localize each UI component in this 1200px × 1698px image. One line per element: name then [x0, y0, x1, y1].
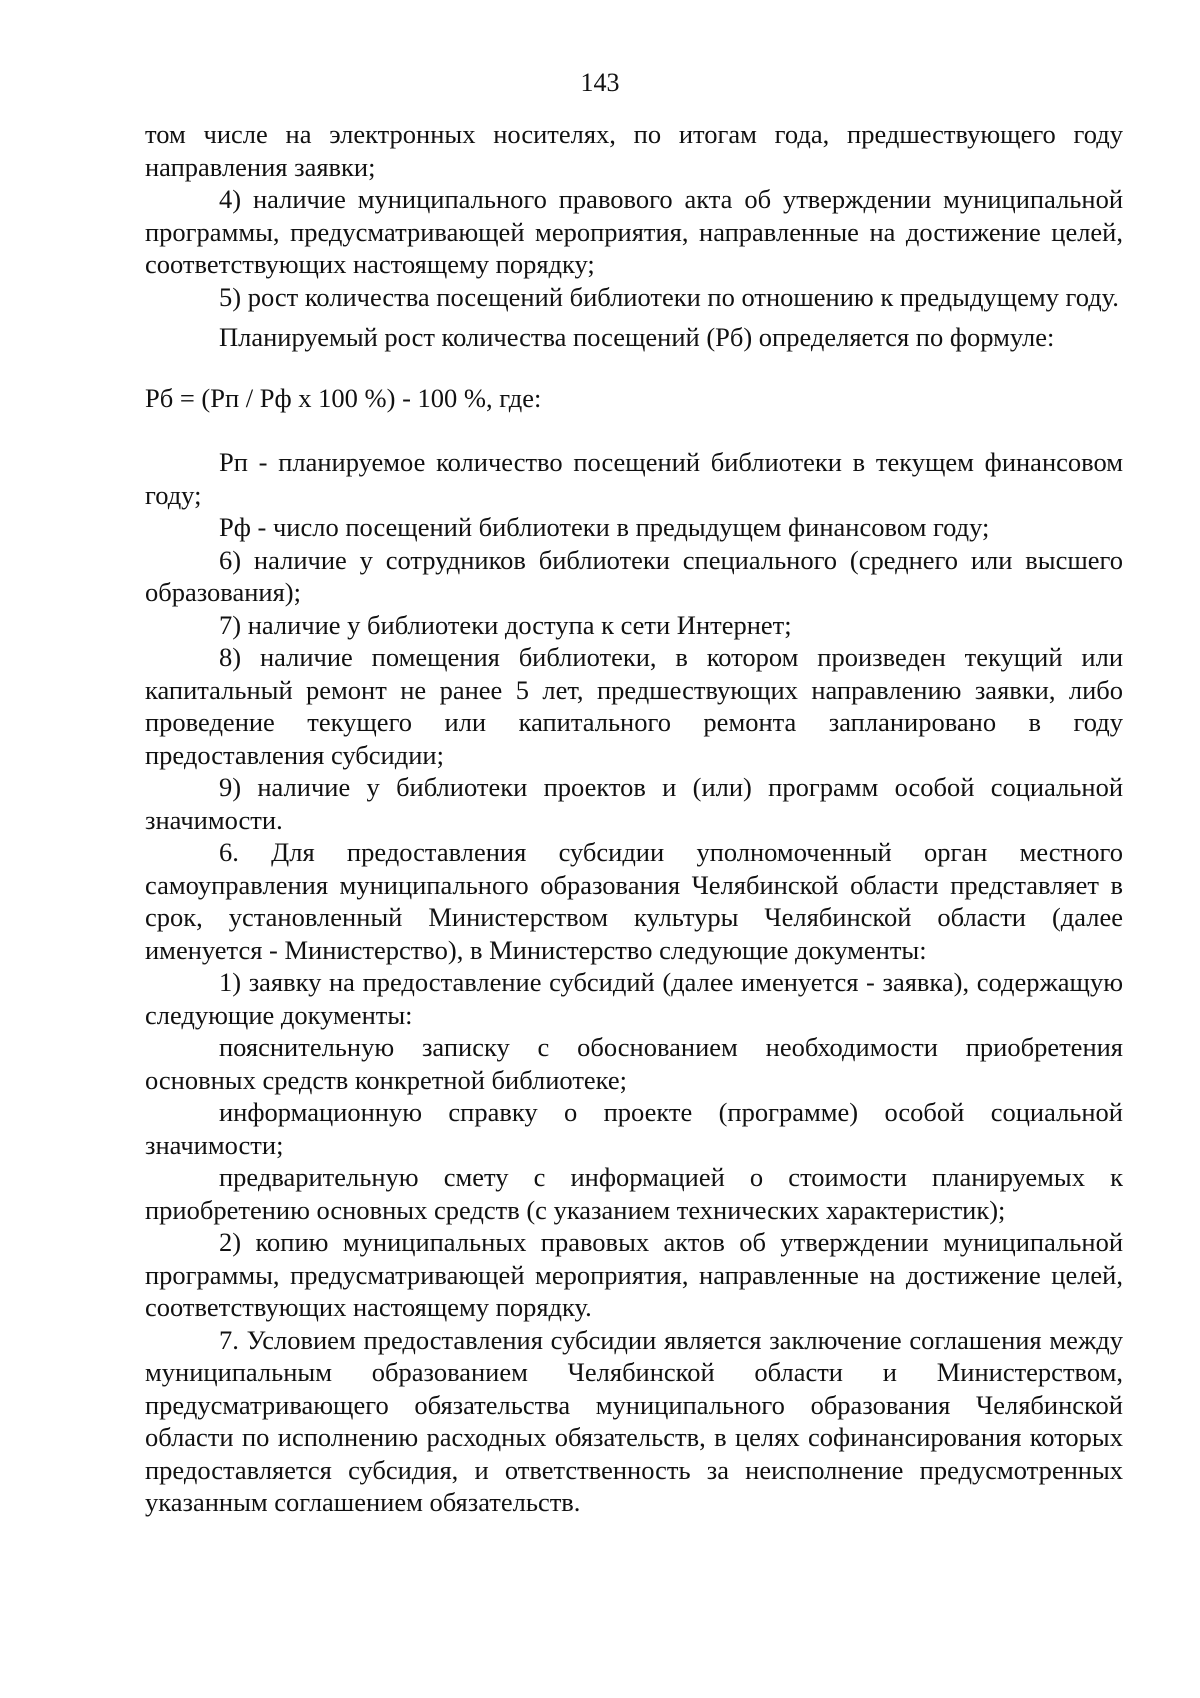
formula: Рб = (Рп / Рф х 100 %) - 100 %, где: [145, 382, 542, 413]
section-7: 7. Условием предоставления субсидии является заключение соглашения между муниципальным образованием Челябинской области и Министерством, предусматривающего обязательства муниципального образования Челябинской области по исполнению расходных обязательств, в целях софинансирования которых предоставляется субсидия, и ответственность за неисполнение предусмотренных указанным соглашением обязательств. [145, 1324, 1123, 1517]
formula-definition-rf: Рф - число посещений библиотеки в предыдущем финансовом году; [219, 512, 990, 542]
list-item-8: 8) наличие помещения библиотеки, в котором произведен текущий или капитальный ремонт не ранее 5 лет, предшествующих направлению заявки, либо проведение текущего или капитального ремонта запланировано в году предоставления субсидии; [145, 642, 1123, 770]
list-item-7: 7) наличие у библиотеки доступа к сети Интернет; [219, 609, 792, 640]
formula-definition-rp: Рп - планируемое количество посещений библиотеки в текущем финансовом году; [145, 447, 1123, 510]
section-6-item-1-doc-reference: информационную справку о проекте (программе) особой социальной значимости; [145, 1097, 1123, 1160]
list-item-9: 9) наличие у библиотеки проектов и (или) программ особой социальной значимости. [145, 772, 1123, 835]
section-6: 6. Для предоставления субсидии уполномоченный орган местного самоуправления муниципального образования Челябинской области представляет в срок, установленный Министерством культуры Челябинской области (далее именуется - Министерство), в Министерство следующие документы: [145, 837, 1123, 965]
section-6-item-1: 1) заявку на предоставление субсидий (далее именуется - заявка), содержащую следующие документы: [145, 967, 1123, 1030]
page-number: 143 [580, 68, 620, 97]
section-6-item-1-doc-note: пояснительную записку с обоснованием необходимости приобретения основных средств конкретной библиотеке; [145, 1032, 1123, 1095]
list-item-4: 4) наличие муниципального правового акта об утверждении муниципальной программы, предусматривающей мероприятия, направленные на достижение целей, соответствующих настоящему порядку; [145, 184, 1123, 279]
document-body [145, 118, 1123, 1519]
formula-intro: Планируемый рост количества посещений (Рб) определяется по формуле: [219, 322, 1055, 352]
list-item-6: 6) наличие у сотрудников библиотеки специального (среднего или высшего образования); [145, 544, 1123, 607]
section-6-item-2: 2) копию муниципальных правовых актов об утверждении муниципальной программы, предусматривающей мероприятия, направленные на достижение целей, соответствующих настоящему порядку. [145, 1227, 1123, 1322]
list-item-5: 5) рост количества посещений библиотеки по отношению к предыдущему году. [219, 281, 1119, 312]
paragraph-continuation: том числе на электронных носителях, по итогам года, предшествующего году направления заявки; [145, 119, 1123, 182]
section-6-item-1-doc-estimate: предварительную смету с информацией о стоимости планируемых к приобретению основных средств (с указанием технических характеристик); [145, 1162, 1123, 1225]
